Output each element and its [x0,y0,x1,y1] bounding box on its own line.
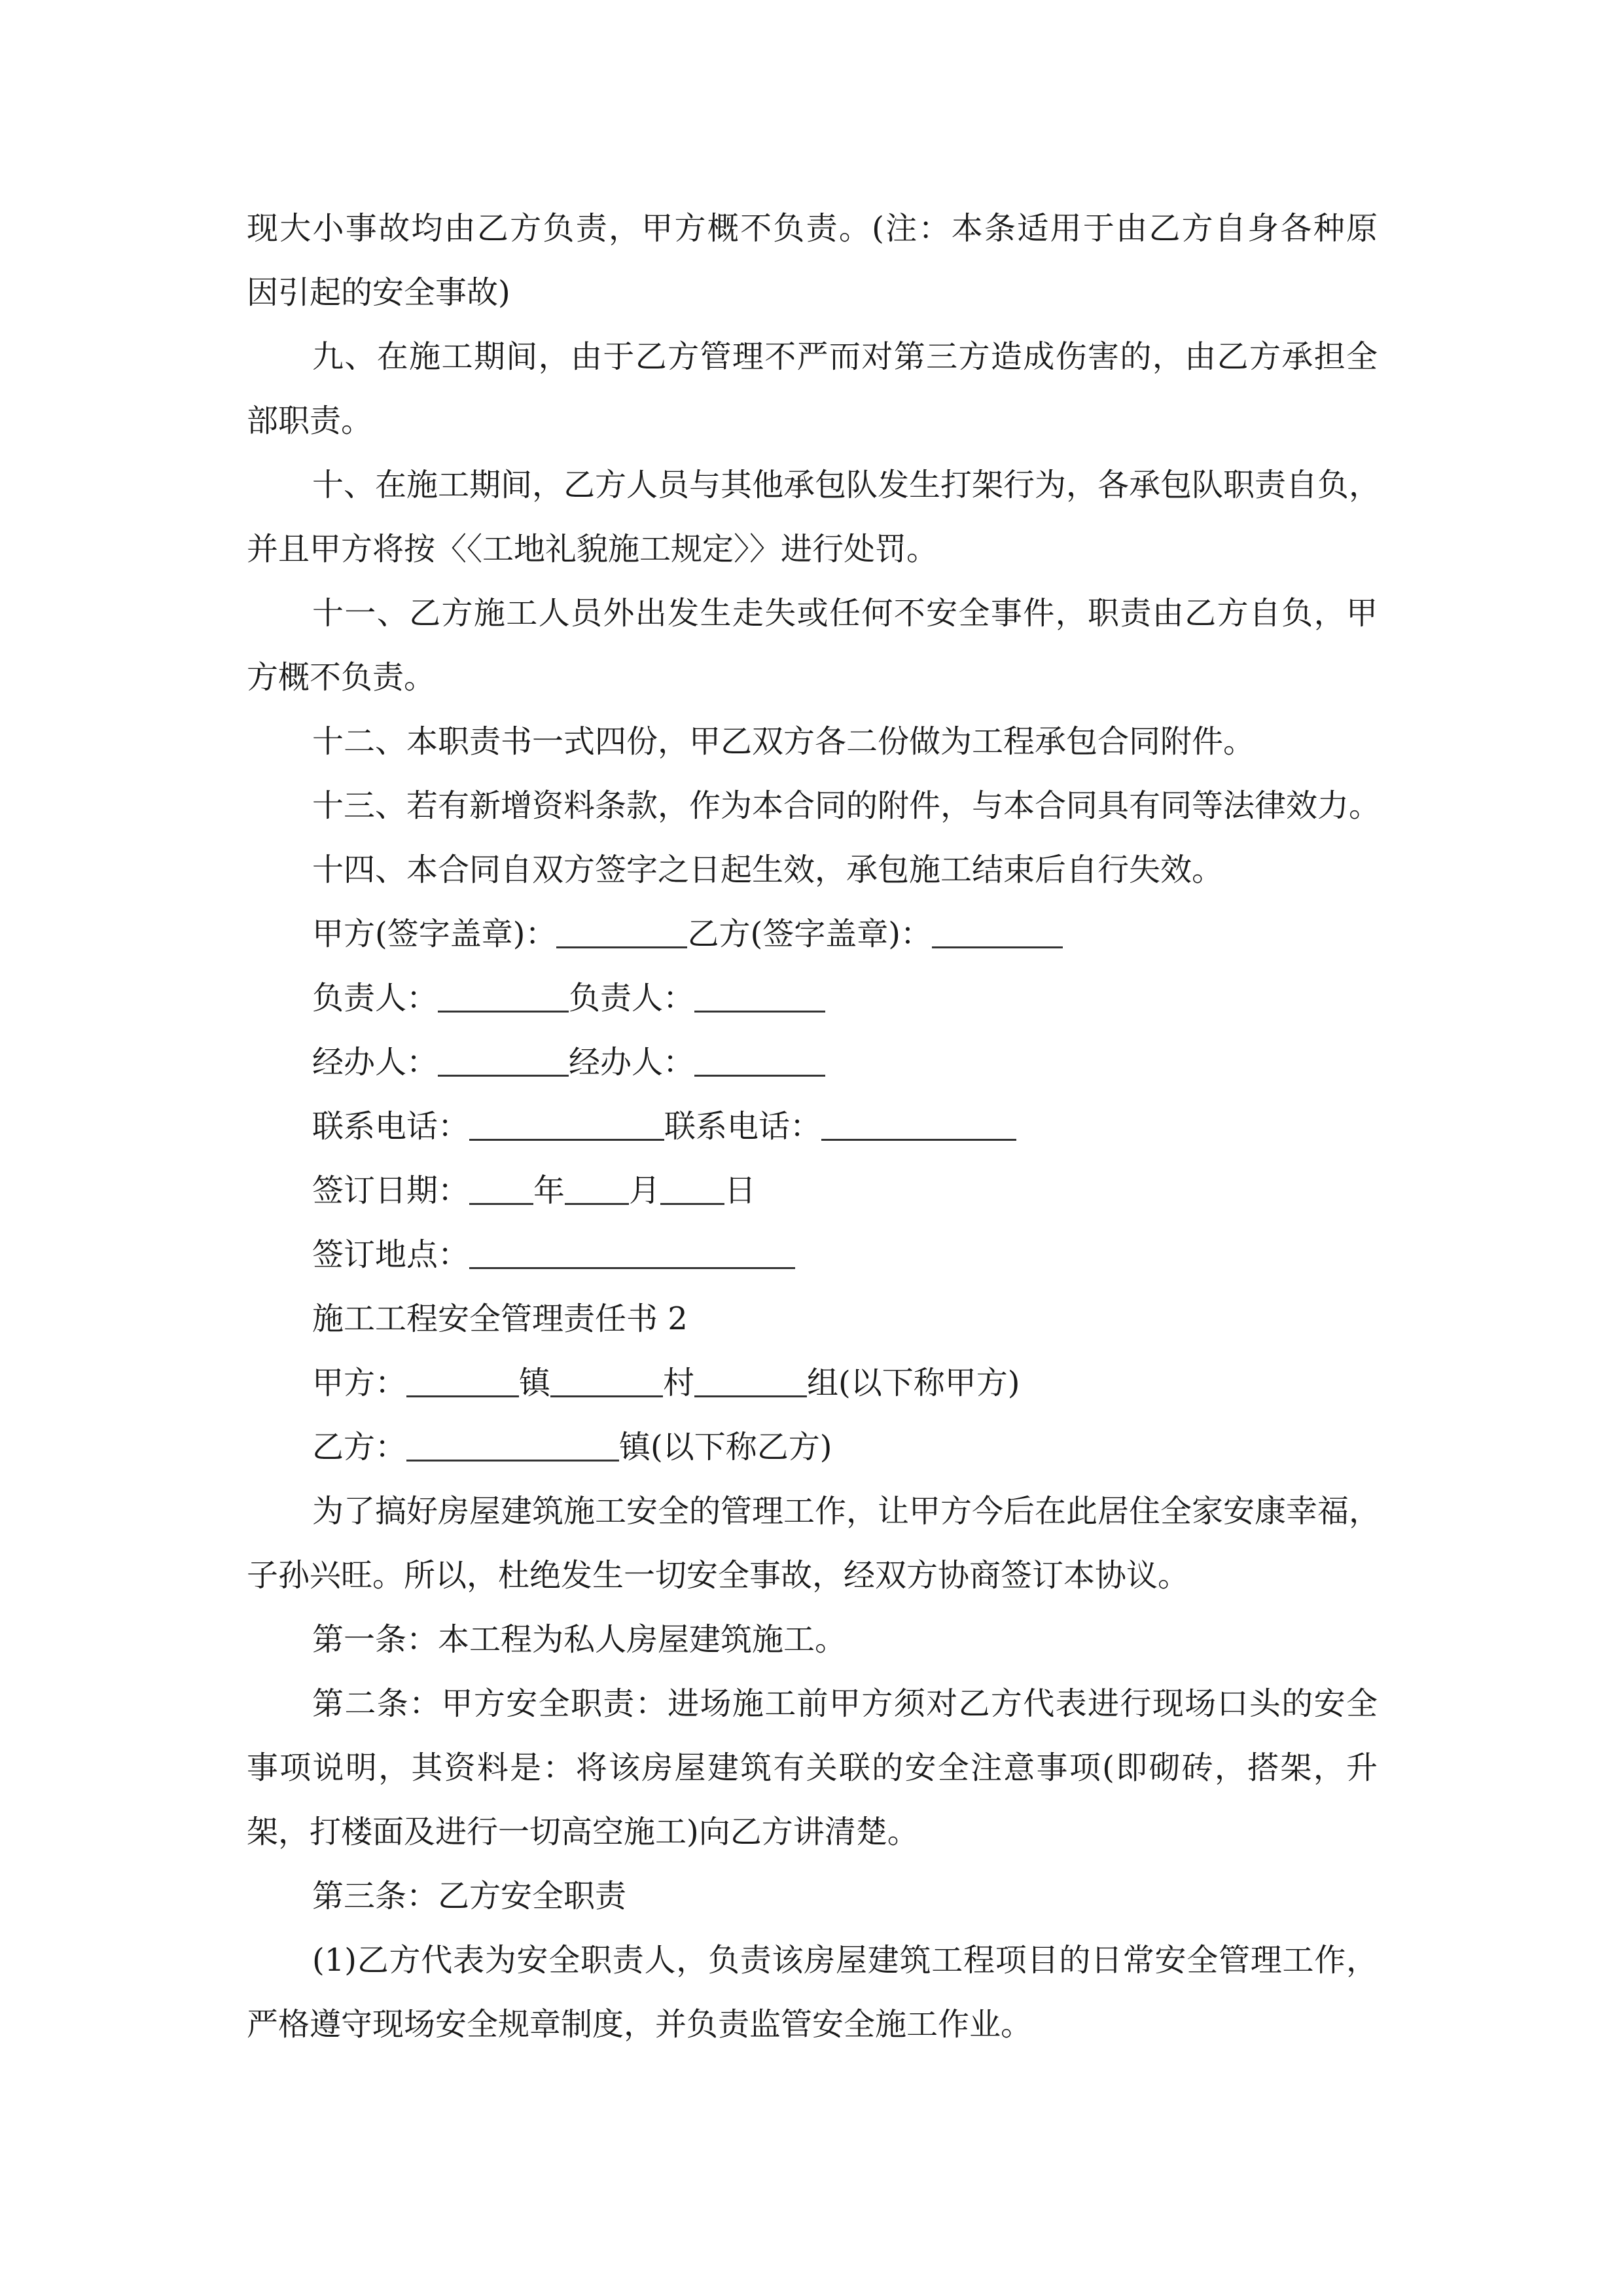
phone-a-label: 联系电话： [312,1108,470,1145]
text-line: 方概不负责。 [247,659,436,696]
second-document-title: 施工工程安全管理责任书 2 [312,1300,688,1337]
text-line: 事项说明，其资料是：将该房屋建筑有关联的安全注意事项(即砌砖，搭架，升 [247,1749,1378,1786]
signature-seal-row [312,902,1063,966]
clause-twelve: 十二、本职责书一式四份，甲乙双方各二份做为工程承包合同附件。 [312,723,1255,760]
phone-b-label: 联系电话： [664,1108,822,1145]
clause-fourteen: 十四、本合同自双方签字之日起生效，承包施工结束后自行失效。 [312,852,1224,888]
article-two: 第二条：甲方安全职责：进场施工前甲方须对乙方代表进行现场口头的安全 [312,1685,1378,1722]
person-in-charge-a-label: 负责人： [312,980,438,1016]
person-in-charge-row [312,966,825,1030]
handler-a-blank [438,1049,569,1077]
party-a-row [312,1351,1020,1415]
text-line: 因引起的安全事故) [247,274,510,311]
text-line: 现大小事故均由乙方负责，甲方概不负责。(注：本条适用于由乙方自身各种原 [247,210,1378,247]
year-blank [469,1177,533,1205]
place-blank [469,1241,795,1269]
text-line: 子孙兴旺。所以，杜绝发生一切安全事故，经双方协商签订本协议。 [247,1557,1190,1594]
town-label: 镇 [519,1365,551,1401]
day-blank [660,1177,724,1205]
village-blank [550,1369,663,1397]
phone-b-blank [821,1113,1016,1141]
person-in-charge-b-blank [694,984,825,1013]
party-b-seal-blank [932,920,1063,948]
text-line: 部职责。 [247,403,373,439]
text-line: 并且甲方将按〈〈工地礼貌施工规定〉〉进行处罚。 [247,531,938,567]
day-label: 日 [724,1172,757,1209]
clause-thirteen: 十三、若有新增资料条款，作为本合同的附件，与本合同具有同等法律效力。 [312,787,1381,824]
month-label: 月 [629,1172,661,1209]
phone-row [312,1094,1016,1158]
handler-b-label: 经办人： [569,1044,695,1081]
group-label: 组(以下称甲方) [807,1365,1020,1401]
handler-a-label: 经办人： [312,1044,438,1081]
party-b-label: 乙方： [312,1429,407,1465]
handler-row [312,1030,825,1094]
article-one: 第一条：本工程为私人房屋建筑施工。 [312,1621,847,1658]
clause-ten: 十、在施工期间，乙方人员与其他承包队发生打架行为，各承包队职责自负， [312,467,1381,503]
person-in-charge-b-label: 负责人： [569,980,695,1016]
month-blank [565,1177,629,1205]
date-label: 签订日期： [312,1172,470,1209]
party-a-seal-label: 甲方(签字盖章)： [312,916,557,952]
article-three-item-one: (1)乙方代表为安全职责人，负责该房屋建筑工程项目的日常安全管理工作， [312,1942,1378,1979]
year-label: 年 [533,1172,565,1209]
preamble-line: 为了搞好房屋建筑施工安全的管理工作，让甲方今后在此居住全家安康幸福， [312,1493,1381,1530]
town-blank [406,1369,519,1397]
party-b-town-blank [406,1433,619,1462]
party-a-label: 甲方： [312,1365,407,1401]
group-blank [694,1369,807,1397]
phone-a-blank [469,1113,664,1141]
village-label: 村 [663,1365,695,1401]
handler-b-blank [694,1049,825,1077]
party-b-row [312,1415,832,1479]
article-three: 第三条：乙方安全职责 [312,1878,627,1914]
party-b-town-label: 镇(以下称乙方) [619,1429,832,1465]
place-label: 签订地点： [312,1236,470,1273]
person-in-charge-a-blank [438,984,569,1013]
party-a-seal-blank [556,920,687,948]
clause-nine: 九、在施工期间，由于乙方管理不严而对第三方造成伤害的，由乙方承担全 [312,338,1378,375]
clause-eleven: 十一、乙方施工人员外出发生走失或任何不安全事件，职责由乙方自负，甲 [312,595,1378,632]
text-line: 严格遵守现场安全规章制度，并负责监管安全施工作业。 [247,2006,1033,2043]
party-b-seal-label: 乙方(签字盖章)： [687,916,932,952]
text-line: 架，打楼面及进行一切高空施工)向乙方讲清楚。 [247,1814,919,1850]
place-row [312,1223,795,1287]
date-row [312,1158,756,1223]
